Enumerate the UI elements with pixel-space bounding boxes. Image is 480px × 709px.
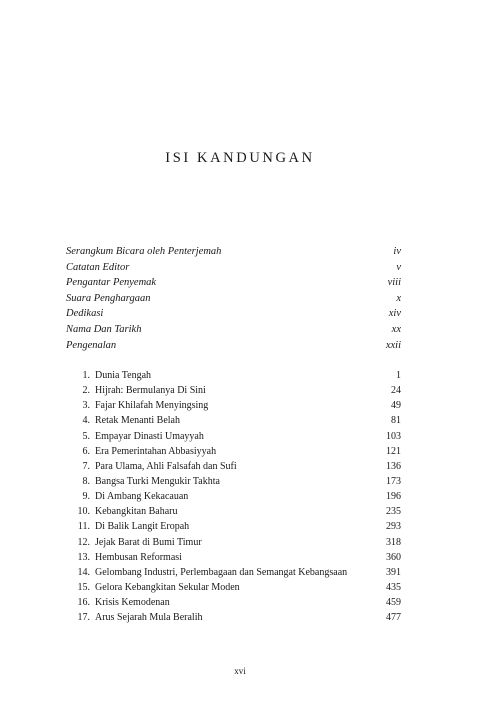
chapter-number: 17. [77, 612, 90, 624]
chapter-number: 5. [82, 430, 90, 442]
chapter-number: 8. [82, 475, 90, 487]
chapter-entry [66, 368, 401, 383]
chapter-entry [66, 535, 401, 550]
chapter-entry [66, 429, 401, 444]
entry-title: Nama Dan Tarikh [66, 323, 142, 335]
front-matter-list [66, 244, 401, 353]
entry-page: iv [393, 246, 401, 257]
chapter-page: 318 [386, 536, 401, 548]
chapter-entry [66, 444, 401, 459]
chapter-entry [66, 398, 401, 413]
chapter-title: Era Pemerintahan Abbasiyyah [95, 445, 217, 457]
chapter-page: 435 [386, 581, 401, 593]
entry-page: v [396, 261, 401, 273]
chapter-page: 391 [386, 566, 401, 578]
toc-entry [66, 275, 401, 291]
chapter-entry [66, 413, 401, 428]
chapter-page: 235 [386, 506, 401, 518]
chapter-number: 9. [82, 491, 90, 503]
toc-entry [66, 260, 401, 276]
entry-title: Pengenalan [66, 339, 117, 351]
entry-title: Pengantar Penyemak [66, 277, 157, 289]
chapter-title: Bangsa Turki Mengukir Takhta [95, 475, 220, 487]
chapter-number: 14. [77, 566, 90, 578]
chapter-title: Kebangkitan Baharu [95, 506, 178, 518]
toc-entry [66, 322, 401, 338]
toc-entry [66, 306, 401, 322]
page-number: xvi [234, 666, 246, 676]
chapter-entry [66, 519, 401, 534]
page-title: ISI KANDUNGAN [165, 150, 315, 166]
chapter-entry [66, 459, 401, 474]
chapter-entry [66, 504, 401, 519]
chapter-title: Krisis Kemodenan [95, 597, 170, 609]
chapter-entry [66, 383, 401, 398]
chapter-title: Gelombang Industri, Perlembagaan dan Semangat Kebangsaan [95, 566, 348, 578]
chapter-title: Retak Menanti Belah [95, 415, 180, 427]
toc-entry [66, 338, 401, 354]
chapter-number: 6. [82, 445, 90, 457]
chapter-number: 1. [82, 370, 90, 381]
chapter-page: 196 [386, 491, 401, 503]
chapter-entry [66, 580, 401, 595]
chapter-entry [66, 595, 401, 610]
chapter-title: Empayar Dinasti Umayyah [95, 430, 204, 442]
chapter-number: 2. [82, 385, 90, 397]
chapter-page: 360 [386, 551, 401, 563]
entry-title: Suara Penghargaan [66, 292, 151, 304]
chapter-list [66, 368, 401, 625]
chapter-title: Jejak Barat di Bumi Timur [95, 536, 202, 548]
chapter-page: 477 [386, 612, 401, 624]
chapter-entry [66, 565, 401, 580]
chapter-number: 7. [82, 460, 90, 472]
entry-page: xxii [385, 339, 401, 351]
chapter-title: Para Ulama, Ahli Falsafah dan Sufi [95, 460, 237, 472]
chapter-entry [66, 610, 401, 625]
toc-entry [66, 244, 401, 260]
chapter-title: Fajar Khilafah Menyingsing [95, 400, 209, 412]
chapter-number: 15. [77, 581, 90, 593]
chapter-page: 121 [386, 445, 401, 457]
chapter-number: 16. [77, 597, 90, 609]
chapter-number: 10. [77, 506, 90, 518]
chapter-title: Hembusan Reformasi [95, 551, 182, 563]
entry-title: Dedikasi [66, 308, 104, 320]
entry-page: x [396, 292, 401, 304]
chapter-page: 81 [391, 415, 401, 427]
chapter-number: 13. [77, 551, 90, 563]
chapter-number: 4. [82, 415, 90, 427]
chapter-entry [66, 550, 401, 565]
chapter-title: Di Balik Langit Eropah [95, 521, 190, 533]
entry-title: Serangkum Bicara oleh Penterjemah [66, 246, 222, 257]
chapter-page: 49 [391, 400, 401, 412]
chapter-title: Di Ambang Kekacauan [95, 491, 189, 503]
chapter-page: 173 [386, 475, 401, 487]
chapter-page: 1 [396, 370, 401, 381]
chapter-number: 11. [77, 521, 90, 533]
chapter-entry [66, 489, 401, 504]
chapter-number: 3. [82, 400, 90, 412]
chapter-title: Dunia Tengah [95, 370, 152, 381]
chapter-title: Arus Sejarah Mula Beralih [95, 612, 203, 624]
chapter-title: Hijrah: Bermulanya Di Sini [95, 385, 206, 397]
chapter-page: 103 [386, 430, 401, 442]
chapter-page: 293 [386, 521, 401, 533]
chapter-page: 459 [386, 597, 401, 609]
entry-page: viii [387, 277, 401, 289]
entry-page: xx [391, 323, 401, 335]
toc-entry [66, 291, 401, 307]
chapter-page: 24 [391, 385, 401, 397]
entry-title: Catatan Editor [66, 261, 130, 273]
chapter-title: Gelora Kebangkitan Sekular Moden [95, 581, 240, 593]
chapter-number: 12. [77, 536, 90, 548]
entry-page: xiv [388, 308, 401, 320]
chapter-entry [66, 474, 401, 489]
chapter-page: 136 [386, 460, 401, 472]
